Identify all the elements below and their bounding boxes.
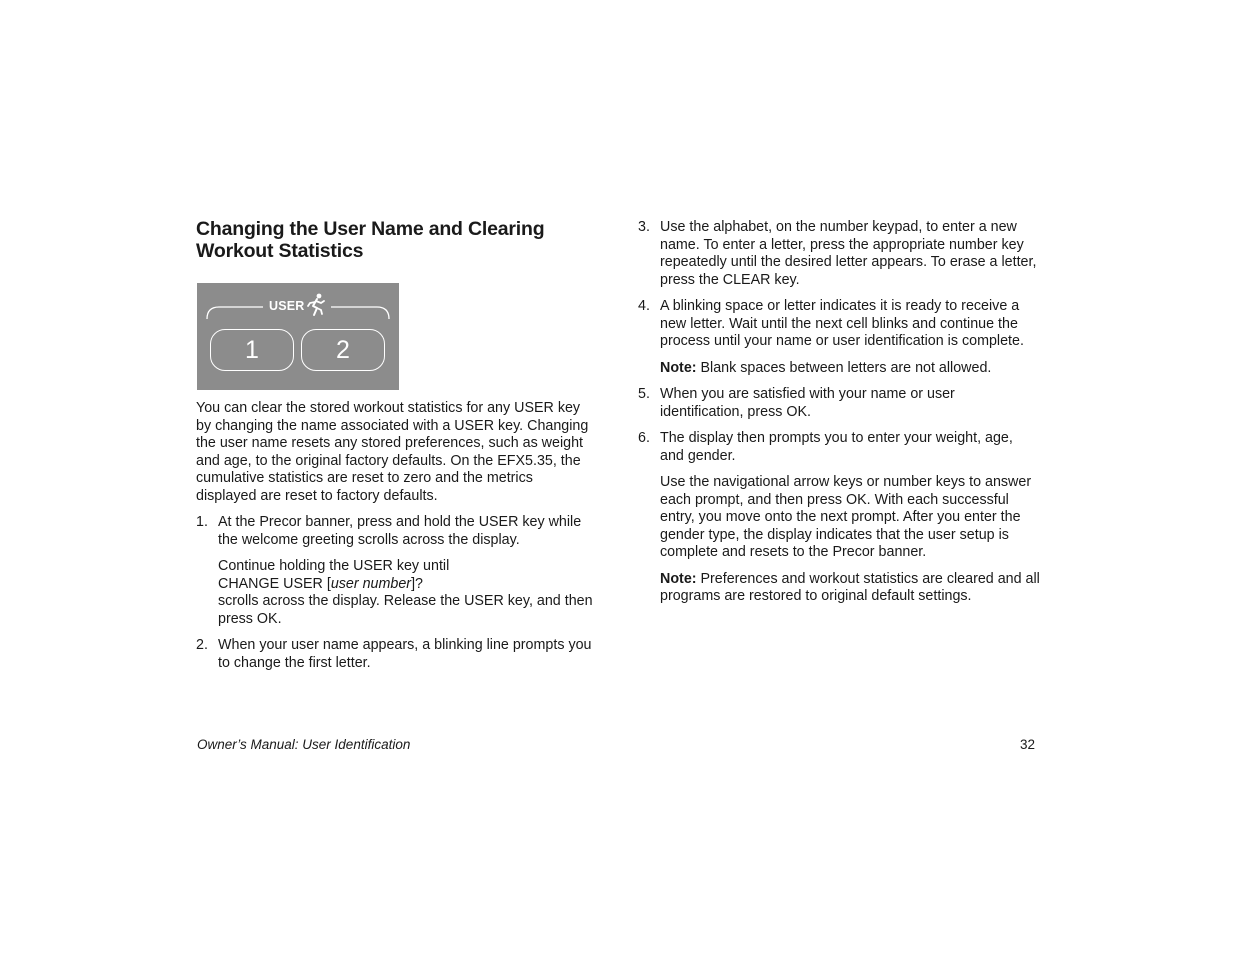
section-heading: Changing the User Name and Clearing Workout Statistics bbox=[196, 218, 545, 262]
steps-list-right bbox=[638, 219, 1040, 606]
intro-paragraph: You can clear the stored workout statistics for any USER key by changing the name associated with a USER key. Changing the user name resets any stored preferences, such as weight and age, to the original factory defaults. On the EFX5.35, the cumulative statistics are reset to zero and the metrics displayed are reset to factory defaults. bbox=[196, 400, 589, 504]
sub-line: Continue holding the USER key until bbox=[218, 558, 450, 574]
sub-line: scrolls across the display. Release the USER key, and then press OK. bbox=[218, 593, 593, 627]
step-number: 6. bbox=[638, 430, 650, 446]
note bbox=[660, 571, 1040, 606]
user-keypad-illustration bbox=[197, 283, 399, 390]
list-item bbox=[638, 430, 1040, 606]
list-item bbox=[638, 219, 1040, 289]
step-sub-paragraph: Use the navigational arrow keys or number keys to answer each prompt, and then press OK. With each successful entry, you move onto the next prompt. After you enter the gender type, the display indicates that the user setup is complete and resets to the Precor banner. bbox=[660, 474, 1032, 560]
step-text: Use the alphabet, on the number keypad, to enter a new name. To enter a letter, press the appropriate number key repeatedly until the desired letter appears. To erase a letter, press the CLEAR key. bbox=[660, 219, 1037, 288]
step-text: When you are satisfied with your name or user identification, press OK. bbox=[660, 386, 955, 420]
list-item bbox=[196, 637, 596, 672]
step-number: 1. bbox=[196, 514, 208, 530]
right-column bbox=[638, 219, 1040, 606]
step-number: 4. bbox=[638, 298, 650, 314]
user-label: USER bbox=[269, 299, 305, 313]
step-sub-paragraph bbox=[218, 558, 596, 628]
step-text: At the Precor banner, press and hold the USER key while the welcome greeting scrolls across the display. bbox=[218, 514, 582, 548]
step-text: When your user name appears, a blinking line prompts you to change the first letter. bbox=[218, 637, 592, 671]
note-label: Note: bbox=[660, 570, 697, 587]
list-item bbox=[638, 386, 1040, 421]
note-text: Blank spaces between letters are not allowed. bbox=[696, 359, 992, 376]
page-number: 32 bbox=[1020, 737, 1036, 752]
user-key-2: 2 bbox=[301, 329, 385, 371]
footer-title: Owner’s Manual: User Identification bbox=[197, 737, 411, 752]
user-key-1: 1 bbox=[210, 329, 294, 371]
left-body bbox=[196, 400, 596, 672]
step-text: A blinking space or letter indicates it is ready to receive a new letter. Wait until the next cell blinks and continue the process until your name or user identification is complete. bbox=[660, 298, 1024, 349]
runner-icon bbox=[305, 293, 327, 317]
list-item bbox=[638, 298, 1040, 377]
note bbox=[660, 360, 1040, 378]
step-text: The display then prompts you to enter your weight, age, and gender. bbox=[660, 430, 1013, 464]
list-item bbox=[196, 514, 596, 628]
steps-list-left bbox=[196, 514, 596, 672]
note-text: Preferences and workout statistics are cleared and all programs are restored to original default settings. bbox=[660, 570, 1040, 604]
left-column bbox=[196, 218, 596, 262]
step-number: 5. bbox=[638, 386, 650, 402]
step-number: 2. bbox=[196, 637, 208, 653]
note-label: Note: bbox=[660, 359, 697, 376]
sub-line-command: CHANGE USER [user number]? bbox=[218, 575, 424, 592]
step-number: 3. bbox=[638, 219, 650, 235]
